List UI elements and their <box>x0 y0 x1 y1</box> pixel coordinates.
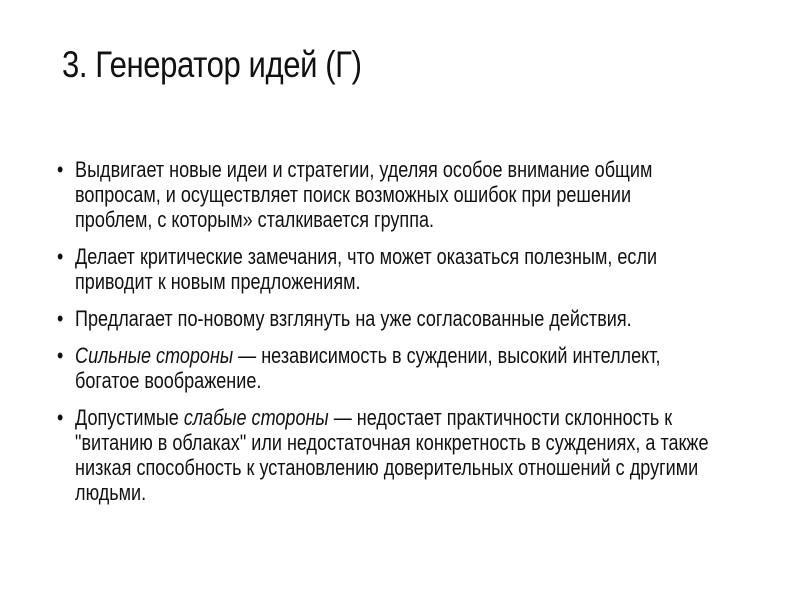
bullet-text: Предлагает по-новому взглянуть на уже согласованные действия. <box>75 306 632 331</box>
bullet-item-3 <box>57 306 713 331</box>
slide-body <box>57 157 713 517</box>
bullet-dot-icon: • <box>57 244 64 269</box>
bullet-text: Выдвигает новые идеи и стратегии, уделяя особое внимание общим вопросам, и осуществляет поиск возможных ошибок при решении проблем, с которым» сталкивается группа. <box>75 157 653 232</box>
slide-title: 3. Генератор идей (Г) <box>62 44 362 85</box>
bullet-dot-icon: • <box>57 405 64 430</box>
bullet-dot-icon: • <box>57 343 64 368</box>
bullet-item-5 <box>57 405 713 505</box>
bullet-list <box>57 157 713 505</box>
strengths-label: Сильные стороны <box>75 343 234 368</box>
bullet-text: Делает критические замечания, что может оказаться полезным, если приводит к новым предложениям. <box>75 244 658 294</box>
bullet-dot-icon: • <box>57 306 64 331</box>
bullet-item-1 <box>57 157 713 232</box>
bullet-text: — недостает практичности склонность к "витанию в облаках" или недостаточная конкретность в суждениях, а также низкая способность к установлению доверительных отношений с другими людьми. <box>75 405 709 505</box>
bullet-text: — независимость в суждении, высокий интеллект, богатое воображение. <box>75 343 661 393</box>
weaknesses-label: слабые стороны <box>183 405 329 430</box>
bullet-dot-icon: • <box>57 157 64 182</box>
bullet-item-2 <box>57 244 713 294</box>
bullet-prefix: Допустимые <box>75 405 184 430</box>
bullet-item-4 <box>57 343 713 393</box>
